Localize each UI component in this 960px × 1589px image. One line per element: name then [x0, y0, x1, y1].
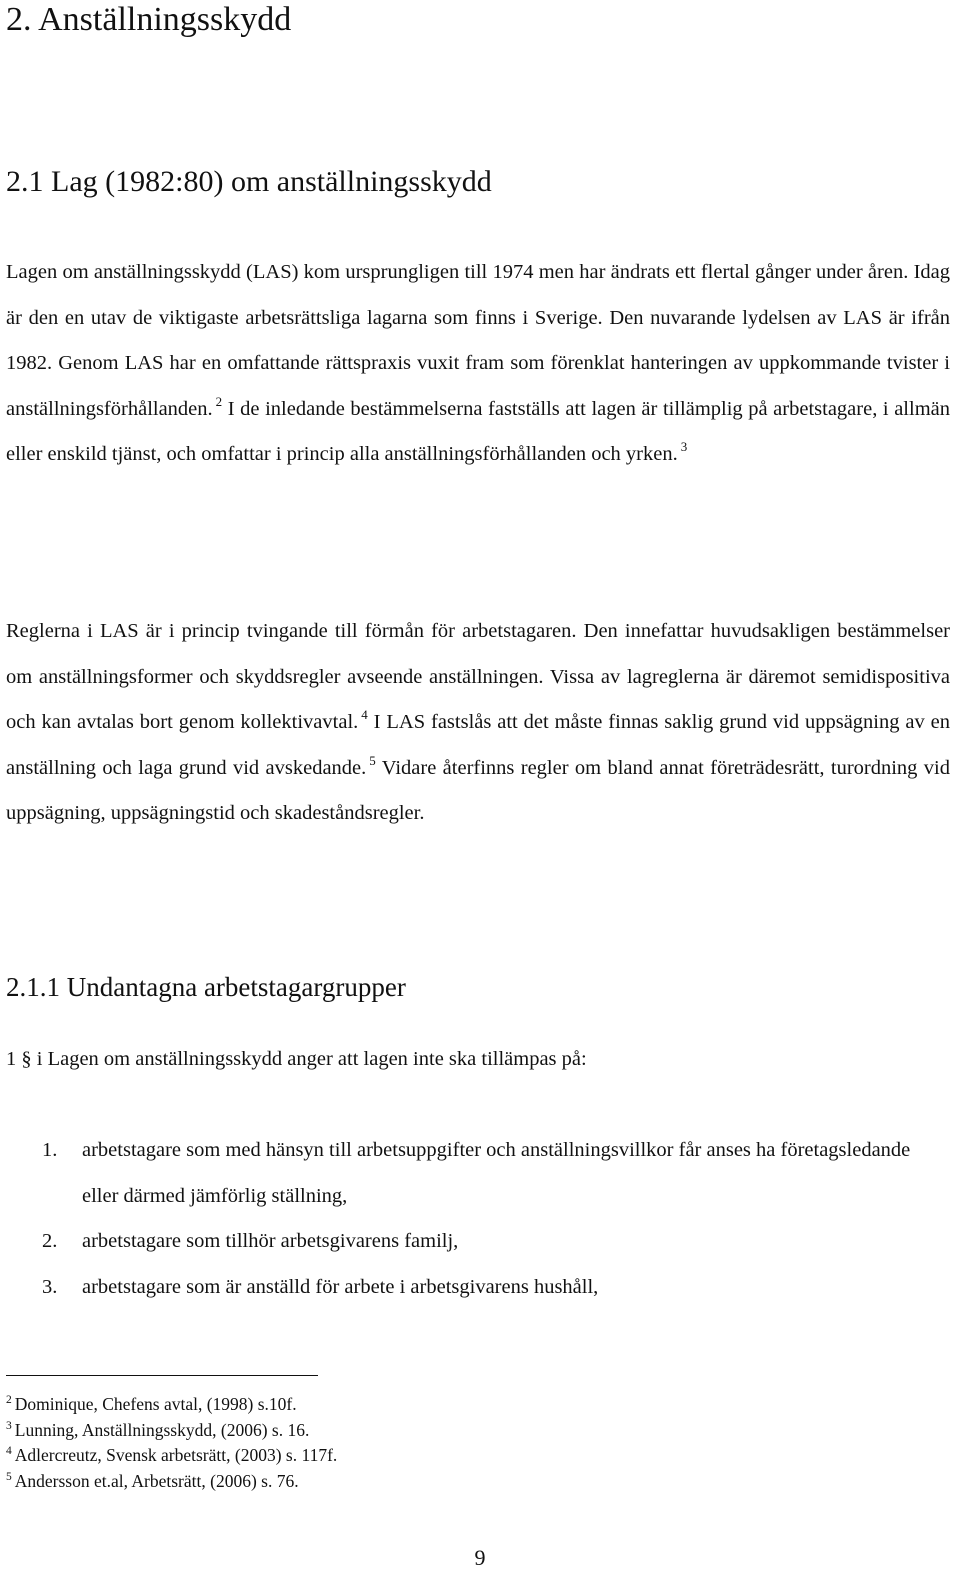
- footnote-number: 2: [6, 1394, 12, 1406]
- footnote: [6, 1418, 337, 1444]
- list-item: [6, 1219, 950, 1265]
- subsection-heading: 2.1.1 Undantagna arbetstagargrupper: [6, 972, 406, 1002]
- list-item-number: 2.: [42, 1230, 58, 1252]
- footnote: [6, 1392, 337, 1418]
- footnote-reference: 2: [215, 393, 223, 409]
- paragraph-intro: [6, 250, 950, 478]
- exemption-list: [6, 1128, 950, 1310]
- paragraph-text: Vidare återfinns regler om bland annat företrädesrätt, turordning vid uppsägning, uppsägningstid och skadeståndsregler.: [6, 756, 950, 824]
- list-item: [6, 1265, 950, 1311]
- footnote-number: 5: [6, 1470, 12, 1483]
- paragraph-text: Lagen om anställningsskydd (LAS) kom ursprungligen till 1974 men har ändrats ett flertal gånger under åren. Idag är den en utav de viktigaste arbetsrättsliga lagarna som finns i Sverige. Den nuvarande lydelsen av LAS är ifrån 1982. Genom LAS har en omfattande rättspraxis vuxit fram som förenklat hanteringen av uppkommande tvister i anställningsförhållanden.: [6, 261, 950, 420]
- list-item-number: 1.: [42, 1139, 58, 1161]
- chapter-heading: 2. Anställningsskydd: [6, 1, 292, 38]
- footnote-text: Lunning, Anställningsskydd, (2006) s. 16.: [14, 1419, 310, 1440]
- footnote-text: Adlercreutz, Svensk arbetsrätt, (2003) s. 117f.: [14, 1445, 338, 1465]
- paragraph-text: I LAS fastslås att det måste finnas saklig grund vid uppsägning av en anställning och laga grund vid avskedande.: [6, 711, 950, 779]
- paragraph-rules: [6, 609, 950, 837]
- paragraph-text: Reglerna i LAS är i princip tvingande till förmån för arbetstagaren. Den innefattar huvudsakligen bestämmelser om anställningsformer och skyddsregler avseende anställningen. Vissa av lagreglerna är däremot semidispositiva och kan avtalas bort genom kollektivavtal.: [6, 620, 950, 733]
- footnote-reference: 3: [680, 439, 688, 454]
- list-item-text: arbetstagare som med hänsyn till arbetsuppgifter och anställningsvillkor får anses ha företagsledande eller därmed jämförlig ställning,: [82, 1139, 911, 1207]
- footnote-number: 3: [6, 1419, 12, 1432]
- footnote-reference: 5: [369, 752, 376, 768]
- paragraph-text: I de inledande bestämmelserna fastställs att lagen är tillämplig på arbetstagare, i allmän eller enskild tjänst, och omfattar i princip alla anställningsförhållanden och yrken.: [6, 397, 950, 465]
- footnote-number: 4: [6, 1445, 12, 1457]
- footnotes: [6, 1392, 337, 1494]
- section-heading: 2.1 Lag (1982:80) om anställningsskydd: [6, 165, 492, 198]
- list-item-text: arbetstagare som tillhör arbetsgivarens familj,: [82, 1230, 459, 1252]
- footnote: [6, 1443, 337, 1469]
- footnote: [6, 1469, 337, 1495]
- page-number: 9: [474, 1545, 486, 1570]
- footnote-separator: [6, 1375, 318, 1376]
- footnote-text: Dominique, Chefens avtal, (1998) s.10f.: [14, 1394, 297, 1414]
- list-item: [6, 1128, 950, 1219]
- paragraph-exemptions-intro: 1 § i Lagen om anställningsskydd anger att lagen inte ska tillämpas på:: [6, 1048, 587, 1070]
- list-item-number: 3.: [42, 1275, 58, 1298]
- footnote-text: Andersson et.al, Arbetsrätt, (2006) s. 76.: [14, 1470, 299, 1491]
- footnote-reference: 4: [361, 707, 368, 722]
- list-item-text: arbetstagare som är anställd för arbete i arbetsgivarens hushåll,: [82, 1275, 599, 1298]
